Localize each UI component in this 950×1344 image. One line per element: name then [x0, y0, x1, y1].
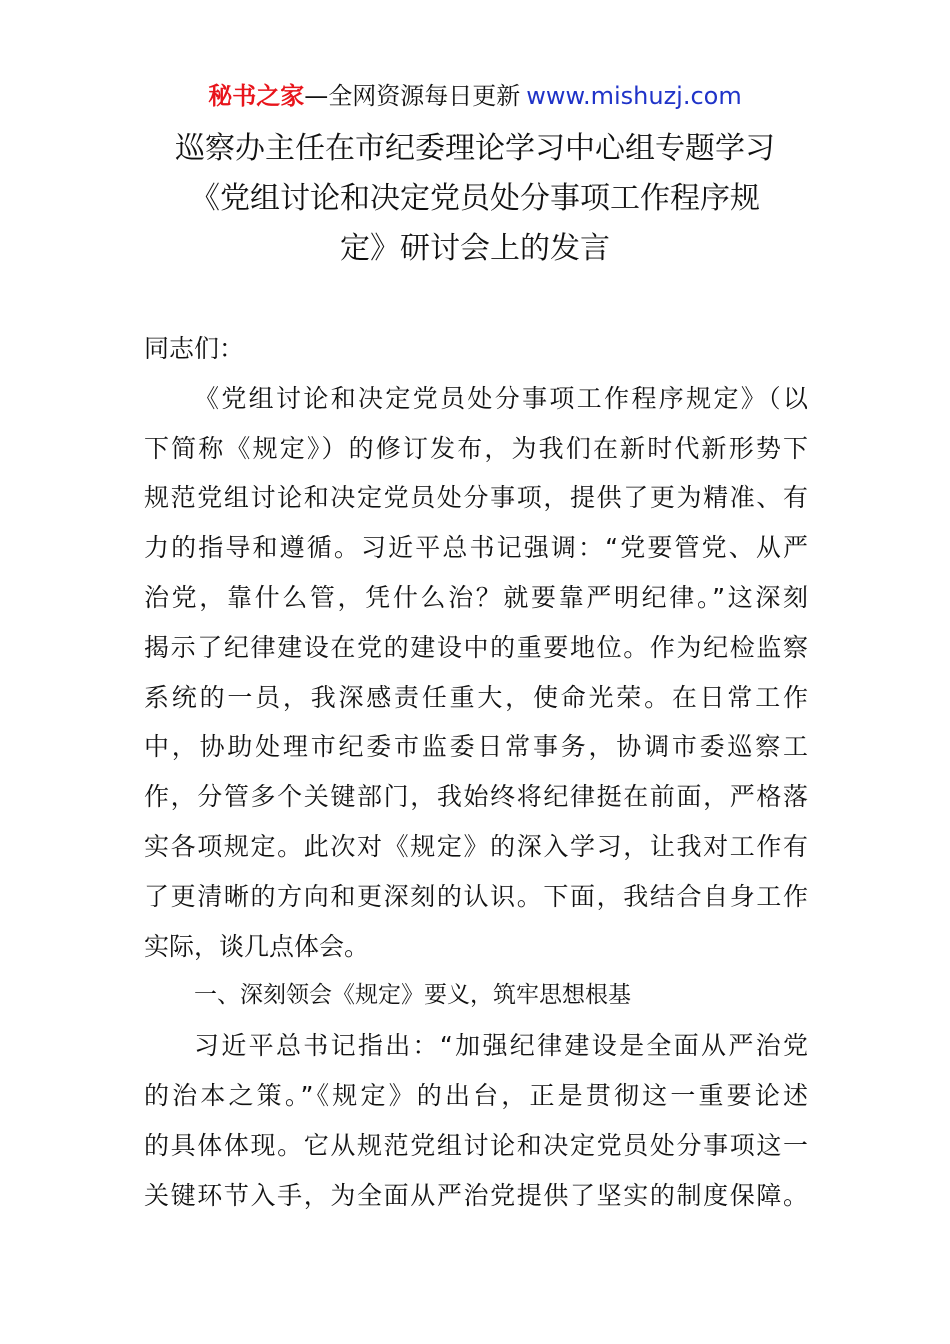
salutation: 同志们：	[144, 334, 245, 363]
brand-name: 秘书之家	[208, 82, 305, 110]
document-title	[120, 124, 830, 274]
paragraph-line: 的治本之策。”《规定》的出台，正是贯彻这一重要论述	[144, 1080, 808, 1110]
paragraph-line: 揭示了纪律建设在党的建设中的重要地位。作为纪检监察	[144, 632, 808, 662]
section-heading: 一、深刻领会《规定》要义，筑牢思想根基	[194, 982, 631, 1009]
title-line: 巡察办主任在市纪委理论学习中心组专题学习	[175, 131, 775, 166]
paragraph-line: 的具体体现。它从规范党组讨论和决定党员处分事项这一	[144, 1130, 808, 1160]
paragraph-line: 实际，谈几点体会。	[144, 931, 370, 961]
document-body	[144, 324, 808, 1220]
site-header	[0, 80, 950, 112]
paragraph-line: 下简称《规定》）的修订发布，为我们在新时代新形势下	[144, 433, 808, 463]
paragraph-line: 治党，靠什么管，凭什么治？就要靠严明纪律。”这深刻	[144, 582, 808, 612]
paragraph-line: 系统的一员，我深感责任重大，使命光荣。在日常工作	[144, 682, 808, 712]
paragraph-line: 中，协助处理市纪委市监委日常事务，协调市委巡察工	[144, 732, 808, 762]
title-line: 定》研讨会上的发言	[340, 231, 610, 266]
header-tagline: —全网资源每日更新	[304, 82, 521, 110]
paragraph-line: 了更清晰的方向和更深刻的认识。下面，我结合自身工作	[144, 881, 808, 911]
title-line: 《党组讨论和决定党员处分事项工作程序规	[190, 181, 760, 216]
paragraph-line: 关键环节入手，为全面从严治党提供了坚实的制度保障。	[144, 1180, 808, 1210]
paragraph-line: 实各项规定。此次对《规定》的深入学习，让我对工作有	[144, 831, 808, 861]
paragraph-2	[144, 1021, 808, 1220]
site-url-link[interactable]: www.mishuzj.com	[526, 82, 742, 110]
paragraph-line: 力的指导和遵循。习近平总书记强调：“党要管党、从严	[144, 533, 808, 563]
paragraph-line: 规范党组讨论和决定党员处分事项，提供了更为精准、有	[144, 483, 808, 513]
paragraph-1	[144, 374, 808, 972]
paragraph-line: 《党组讨论和决定党员处分事项工作程序规定》（以	[194, 383, 808, 413]
paragraph-line: 作，分管多个关键部门，我始终将纪律挺在前面，严格落	[144, 782, 808, 812]
paragraph-line: 习近平总书记指出：“加强纪律建设是全面从严治党	[194, 1031, 808, 1061]
